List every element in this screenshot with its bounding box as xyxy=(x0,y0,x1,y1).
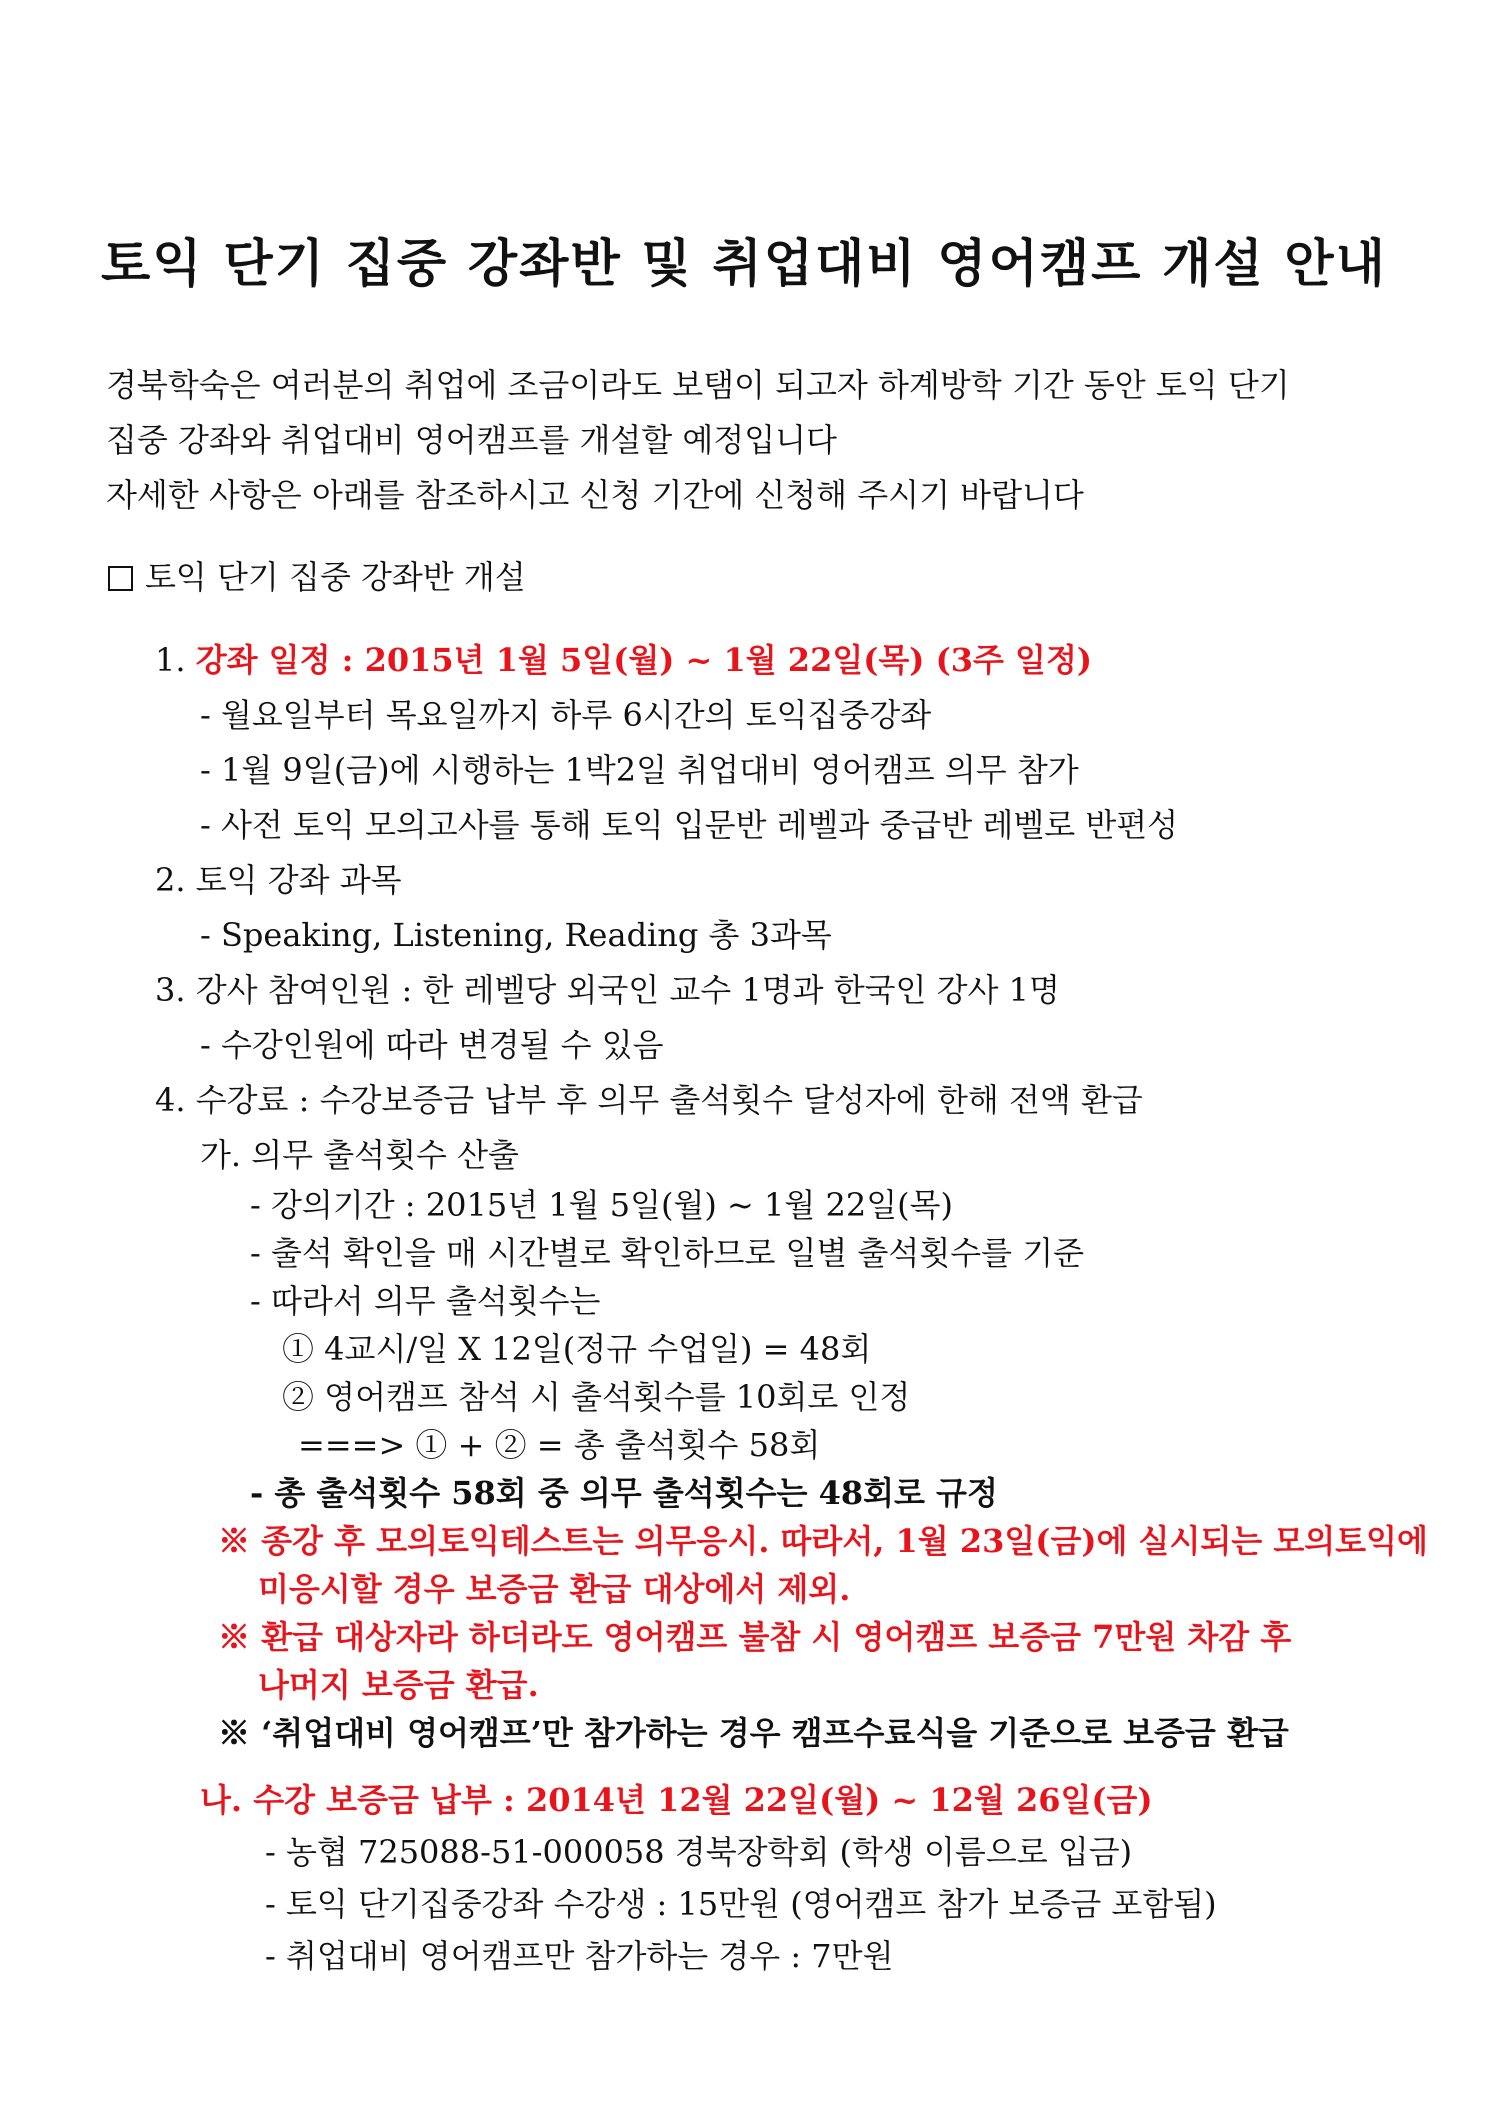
page-title: 토익 단기 집중 강좌반 및 취업대비 영어캠프 개설 안내 xyxy=(101,235,1387,294)
intro-line-3: 자세한 사항은 아래를 참조하시고 신청 기간에 신청해 주시기 바랍니다 xyxy=(106,476,1084,514)
intro-line-2: 집중 강좌와 취업대비 영어캠프를 개설할 예정입니다 xyxy=(106,421,837,459)
attendance-sub-1: - 강의기간 : 2015년 1월 5일(월) ~ 1월 22일(목) xyxy=(250,1186,953,1224)
attendance-sub-2: - 출석 확인을 매 시간별로 확인하므로 일별 출석횟수를 기준 xyxy=(250,1234,1085,1272)
note-mock-test: ※ 종강 후 모의토익테스트는 의무응시. 따라서, 1월 23일(금)에 실시되는 모의토익에 xyxy=(218,1522,1428,1560)
note-mock-test-cont: 미응시할 경우 보증금 환급 대상에서 제외. xyxy=(258,1570,851,1608)
subjects-item: 2. 토익 강좌 과목 xyxy=(155,861,402,899)
schedule-item xyxy=(155,640,1092,680)
attendance-heading: 가. 의무 출석횟수 산출 xyxy=(200,1136,519,1174)
instructors-sub: - 수강인원에 따라 변경될 수 있음 xyxy=(200,1026,664,1064)
section-heading xyxy=(108,557,526,597)
schedule-sub-1: - 월요일부터 목요일까지 하루 6시간의 토익집중강좌 xyxy=(200,696,932,734)
note-refund: ※ 환급 대상자라 하더라도 영어캠프 불참 시 영어캠프 보증금 7만원 차감 후 xyxy=(218,1618,1292,1656)
deposit-heading: 나. 수강 보증금 납부 : 2014년 12월 22일(월) ~ 12월 26일(금) xyxy=(200,1781,1153,1819)
attendance-total: ===> ① + ② = 총 출석횟수 58회 xyxy=(298,1426,821,1464)
deposit-sub-2: - 토익 단기집중강좌 수강생 : 15만원 (영어캠프 참가 보증금 포함됨) xyxy=(265,1885,1217,1923)
note-refund-cont: 나머지 보증금 환급. xyxy=(258,1666,539,1704)
schedule-number: 1. xyxy=(155,641,186,679)
intro-line-1: 경북학숙은 여러분의 취업에 조금이라도 보탬이 되고자 하계방학 기간 동안 토익 단기 xyxy=(106,366,1290,404)
note-camp-only: ※ ‘취업대비 영어캠프’만 참가하는 경우 캠프수료식을 기준으로 보증금 환급 xyxy=(218,1714,1289,1752)
schedule-sub-3: - 사전 토익 모의고사를 통해 토익 입문반 레벨과 중급반 레벨로 반편성 xyxy=(200,806,1179,844)
attendance-sub-3: - 따라서 의무 출석횟수는 xyxy=(250,1282,601,1320)
fee-item: 4. 수강료 : 수강보증금 납부 후 의무 출석횟수 달성자에 한해 전액 환급 xyxy=(155,1081,1143,1119)
schedule-sub-2: - 1월 9일(금)에 시행하는 1박2일 취업대비 영어캠프 의무 참가 xyxy=(200,751,1079,789)
attendance-calc-1: ① 4교시/일 X 12일(정규 수업일) = 48회 xyxy=(282,1330,872,1368)
checkbox-icon xyxy=(108,566,133,591)
instructors-item: 3. 강사 참여인원 : 한 레벨당 외국인 교수 1명과 한국인 강사 1명 xyxy=(155,971,1060,1009)
deposit-sub-1: - 농협 725088-51-000058 경북장학회 (학생 이름으로 입금) xyxy=(265,1833,1133,1871)
schedule-text: 강좌 일정 : 2015년 1월 5일(월) ~ 1월 22일(목) (3주 일정) xyxy=(195,641,1093,679)
deposit-sub-3: - 취업대비 영어캠프만 참가하는 경우 : 7만원 xyxy=(265,1937,894,1975)
subjects-sub: - Speaking, Listening, Reading 총 3과목 xyxy=(200,916,832,954)
attendance-calc-2: ② 영어캠프 참석 시 출석횟수를 10회로 인정 xyxy=(282,1378,911,1416)
section-heading-label: 토익 단기 집중 강좌반 개설 xyxy=(145,558,526,596)
attendance-rule: - 총 출석횟수 58회 중 의무 출석횟수는 48회로 규정 xyxy=(250,1474,998,1512)
